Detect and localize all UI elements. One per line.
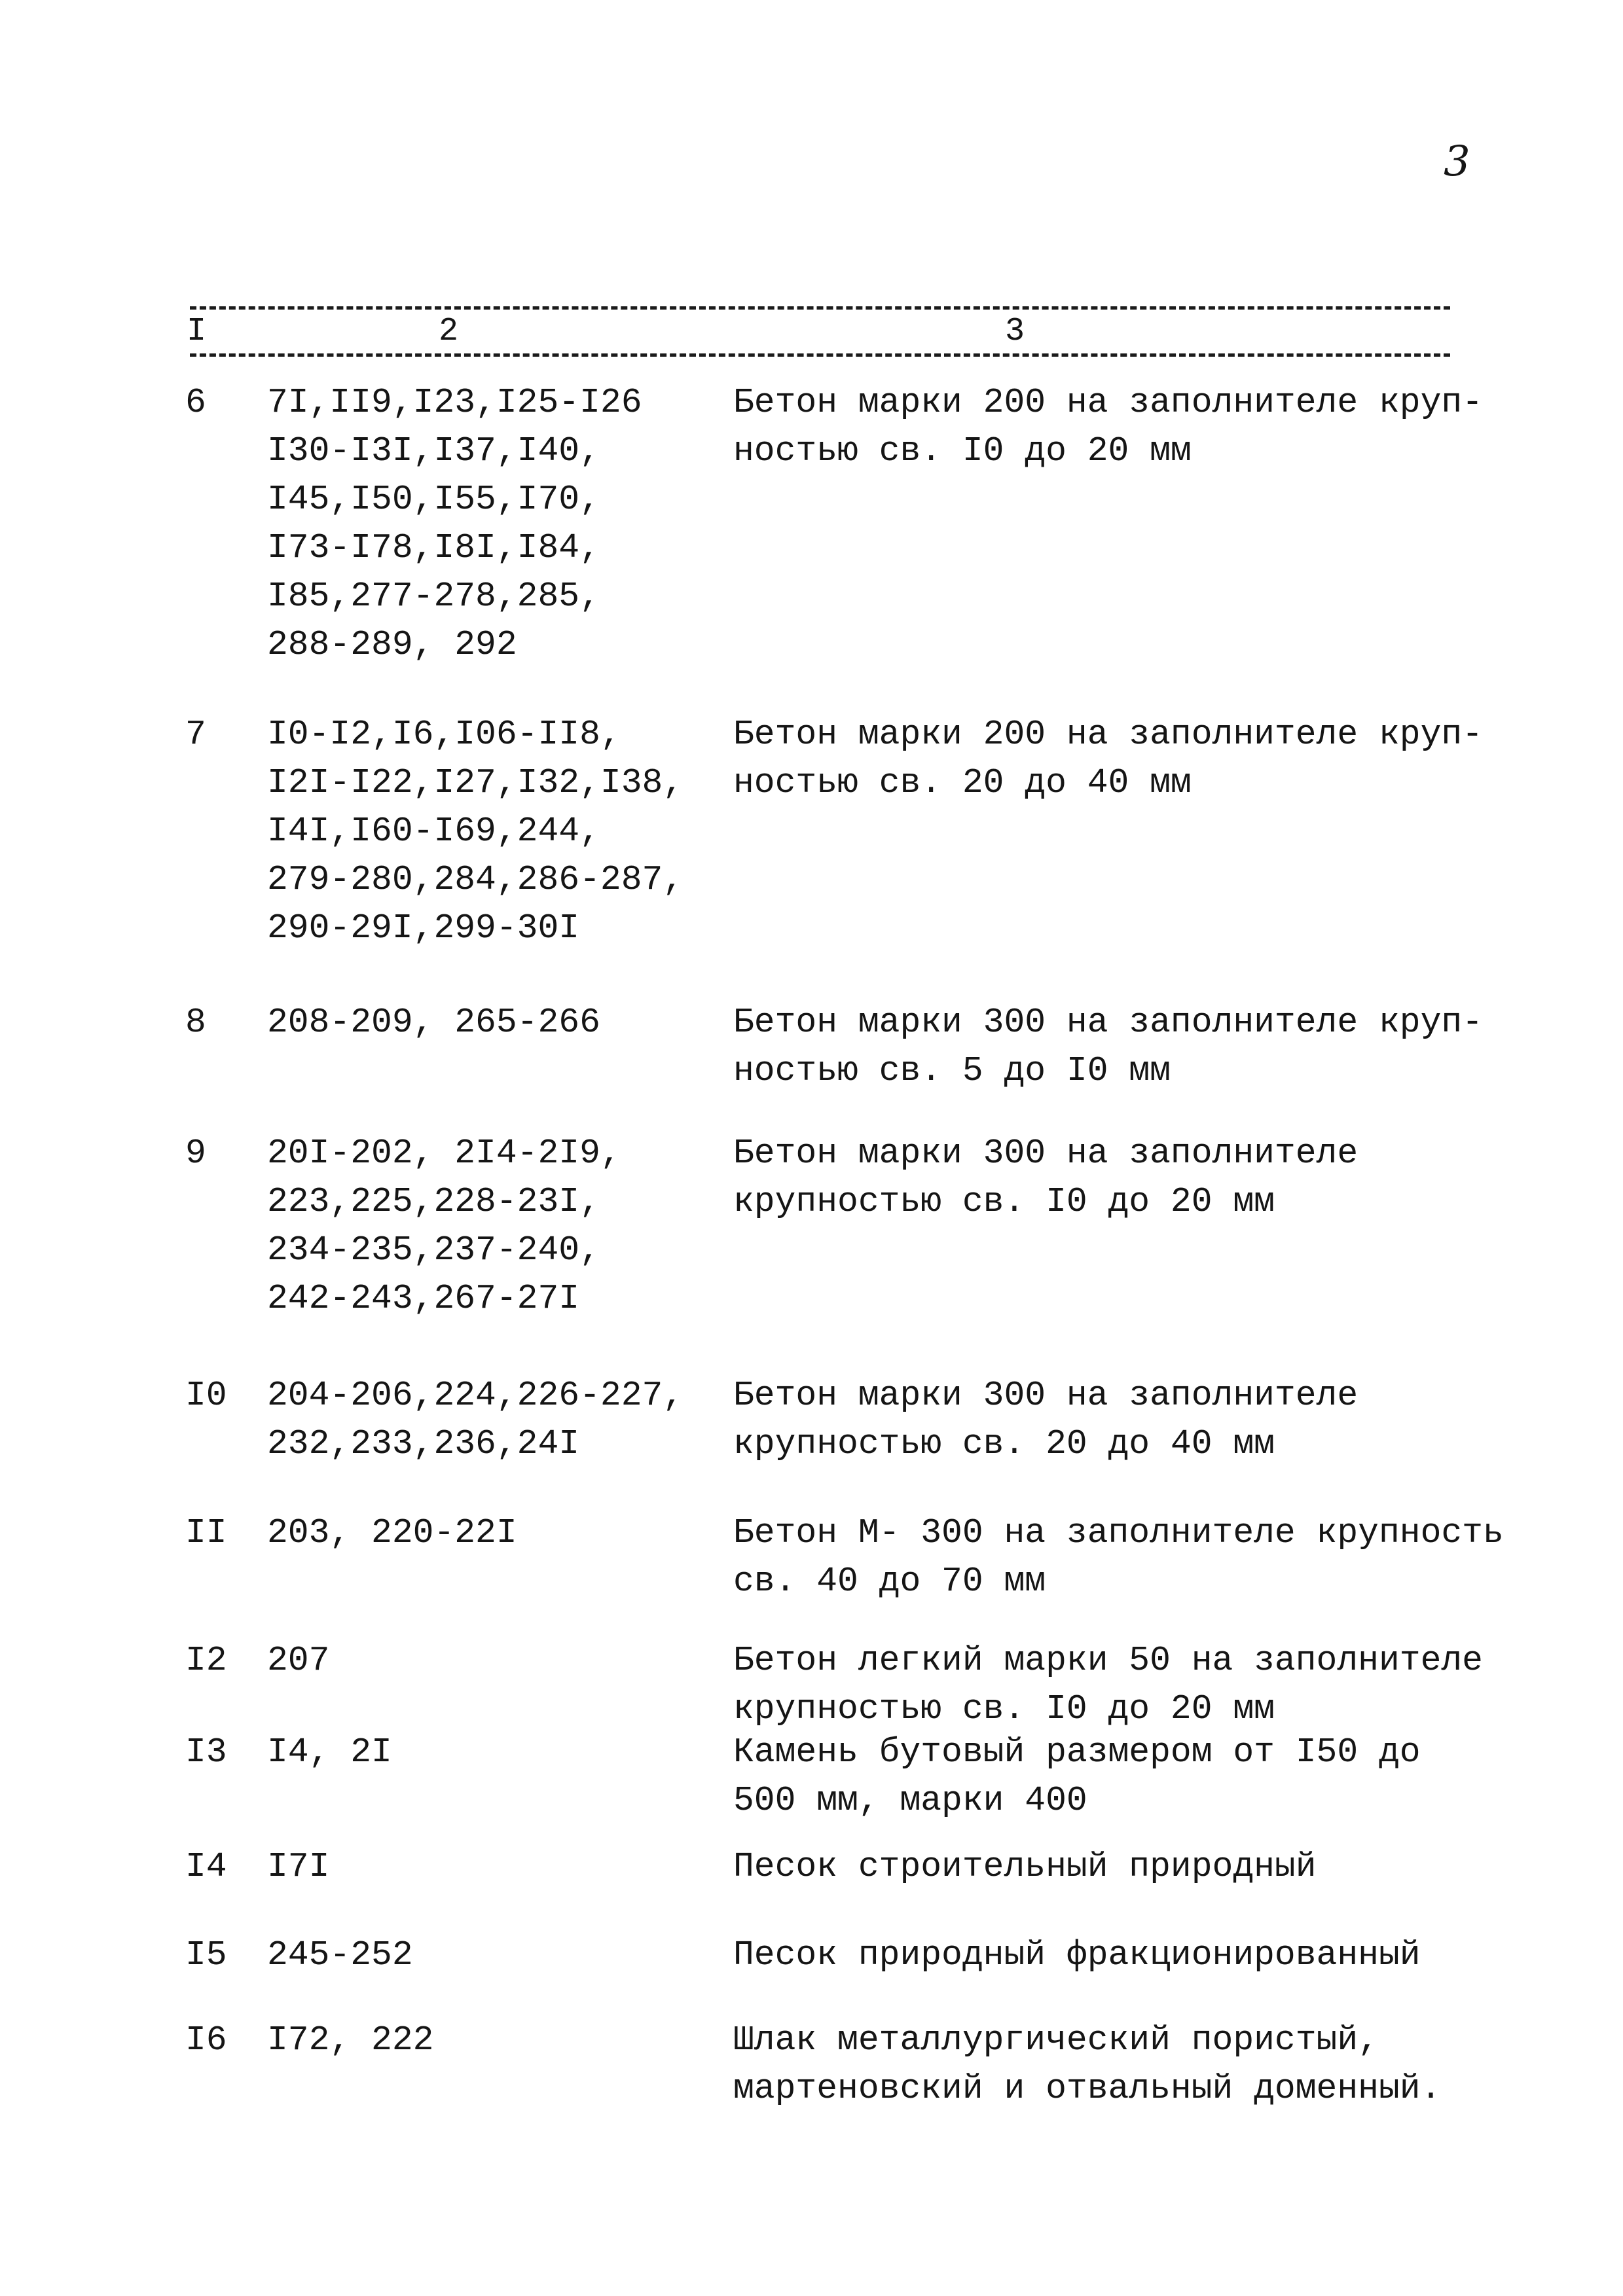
table-top-rule	[190, 306, 1450, 310]
row-number: I3	[185, 1732, 227, 1772]
column-header-1: I	[187, 313, 207, 350]
reference-line: 223,225,228-23I,	[267, 1182, 600, 1221]
description-line: мартеновский и отвальный доменный.	[733, 2069, 1442, 2108]
reference-line: 208-209, 265-266	[267, 1003, 600, 1042]
description-line: Бетон марки 300 на заполнителе	[733, 1134, 1359, 1173]
row-number: 9	[185, 1134, 206, 1173]
reference-line: I4I,I60-I69,244,	[267, 812, 600, 851]
reference-line: I45,I50,I55,I70,	[267, 480, 600, 519]
reference-line: 232,233,236,24I	[267, 1424, 580, 1463]
description-line: Шлак металлургический пористый,	[733, 2020, 1379, 2060]
row-number: I2	[185, 1641, 227, 1680]
row-number: II	[185, 1513, 227, 1552]
reference-line: 245-252	[267, 1935, 413, 1975]
reference-line: 279-280,284,286-287,	[267, 860, 684, 899]
description-line: Песок природный фракционированный	[733, 1935, 1421, 1975]
row-number: 7	[185, 715, 206, 754]
reference-line: I7I	[267, 1847, 330, 1886]
description-line: ностью св. 5 до I0 мм	[733, 1051, 1171, 1090]
description-line: Бетон легкий марки 50 на заполнителе	[733, 1641, 1483, 1680]
row-references	[267, 1636, 725, 1685]
description-line: ностью св. I0 до 20 мм	[733, 431, 1192, 471]
description-line: Бетон марки 200 на заполнителе круп-	[733, 383, 1483, 422]
row-number: I5	[185, 1935, 227, 1975]
row-description	[733, 2016, 1467, 2113]
description-line: Бетон марки 300 на заполнителе круп-	[733, 1003, 1483, 1042]
row-references	[267, 1129, 725, 1323]
row-description	[733, 1129, 1467, 1226]
row-description	[733, 1509, 1504, 1605]
reference-line: 288-289, 292	[267, 625, 517, 664]
row-references	[267, 378, 725, 669]
page-number: 3	[1444, 137, 1470, 186]
row-number: I0	[185, 1376, 227, 1415]
row-references	[267, 1371, 725, 1468]
description-line: Песок строительный природный	[733, 1847, 1317, 1886]
description-line: Камень бутовый размером от I50 до	[733, 1732, 1421, 1772]
row-references	[267, 1509, 725, 1557]
row-references	[267, 710, 725, 952]
description-line: крупностью св. I0 до 20 мм	[733, 1689, 1275, 1729]
description-line: Бетон марки 300 на заполнителе	[733, 1376, 1359, 1415]
description-line: Бетон М- 300 на заполнителе крупность	[733, 1513, 1504, 1552]
row-references	[267, 2016, 725, 2064]
row-number: 8	[185, 1003, 206, 1042]
description-line: св. 40 до 70 мм	[733, 1562, 1046, 1601]
reference-line: I72, 222	[267, 2020, 434, 2060]
column-header-3: 3	[1005, 313, 1025, 350]
row-references	[267, 1931, 725, 1979]
description-line: 500 мм, марки 400	[733, 1781, 1087, 1820]
row-description	[733, 1636, 1483, 1733]
reference-line: I73-I78,I8I,I84,	[267, 528, 600, 567]
description-line: крупностью св. 20 до 40 мм	[733, 1424, 1275, 1463]
reference-line: I85,277-278,285,	[267, 577, 600, 616]
reference-line: I4, 2I	[267, 1732, 392, 1772]
column-header-2: 2	[439, 313, 459, 350]
reference-line: I30-I3I,I37,I40,	[267, 431, 600, 471]
header-bottom-rule	[190, 353, 1450, 357]
row-description	[733, 1842, 1467, 1891]
reference-line: I2I-I22,I27,I32,I38,	[267, 763, 684, 802]
reference-line: 234-235,237-240,	[267, 1230, 600, 1270]
reference-line: 204-206,224,226-227,	[267, 1376, 684, 1415]
row-description	[733, 378, 1483, 475]
row-number: I6	[185, 2020, 227, 2060]
row-description	[733, 710, 1483, 807]
row-number: 6	[185, 383, 206, 422]
reference-line: 242-243,267-27I	[267, 1279, 580, 1318]
row-references	[267, 1728, 725, 1776]
reference-line: 7I,II9,I23,I25-I26	[267, 383, 642, 422]
row-references	[267, 1842, 725, 1891]
reference-line: 290-29I,299-30I	[267, 908, 580, 948]
reference-line: 20I-202, 2I4-2I9,	[267, 1134, 621, 1173]
row-description	[733, 1371, 1467, 1468]
row-references	[267, 998, 725, 1047]
reference-line: 203, 220-22I	[267, 1513, 517, 1552]
row-description	[733, 1931, 1467, 1979]
description-line: Бетон марки 200 на заполнителе круп-	[733, 715, 1483, 754]
row-description	[733, 998, 1483, 1095]
description-line: крупностью св. I0 до 20 мм	[733, 1182, 1275, 1221]
description-line: ностью св. 20 до 40 мм	[733, 763, 1192, 802]
reference-line: 207	[267, 1641, 330, 1680]
reference-line: I0-I2,I6,I06-II8,	[267, 715, 621, 754]
row-number: I4	[185, 1847, 227, 1886]
row-description	[733, 1728, 1467, 1825]
